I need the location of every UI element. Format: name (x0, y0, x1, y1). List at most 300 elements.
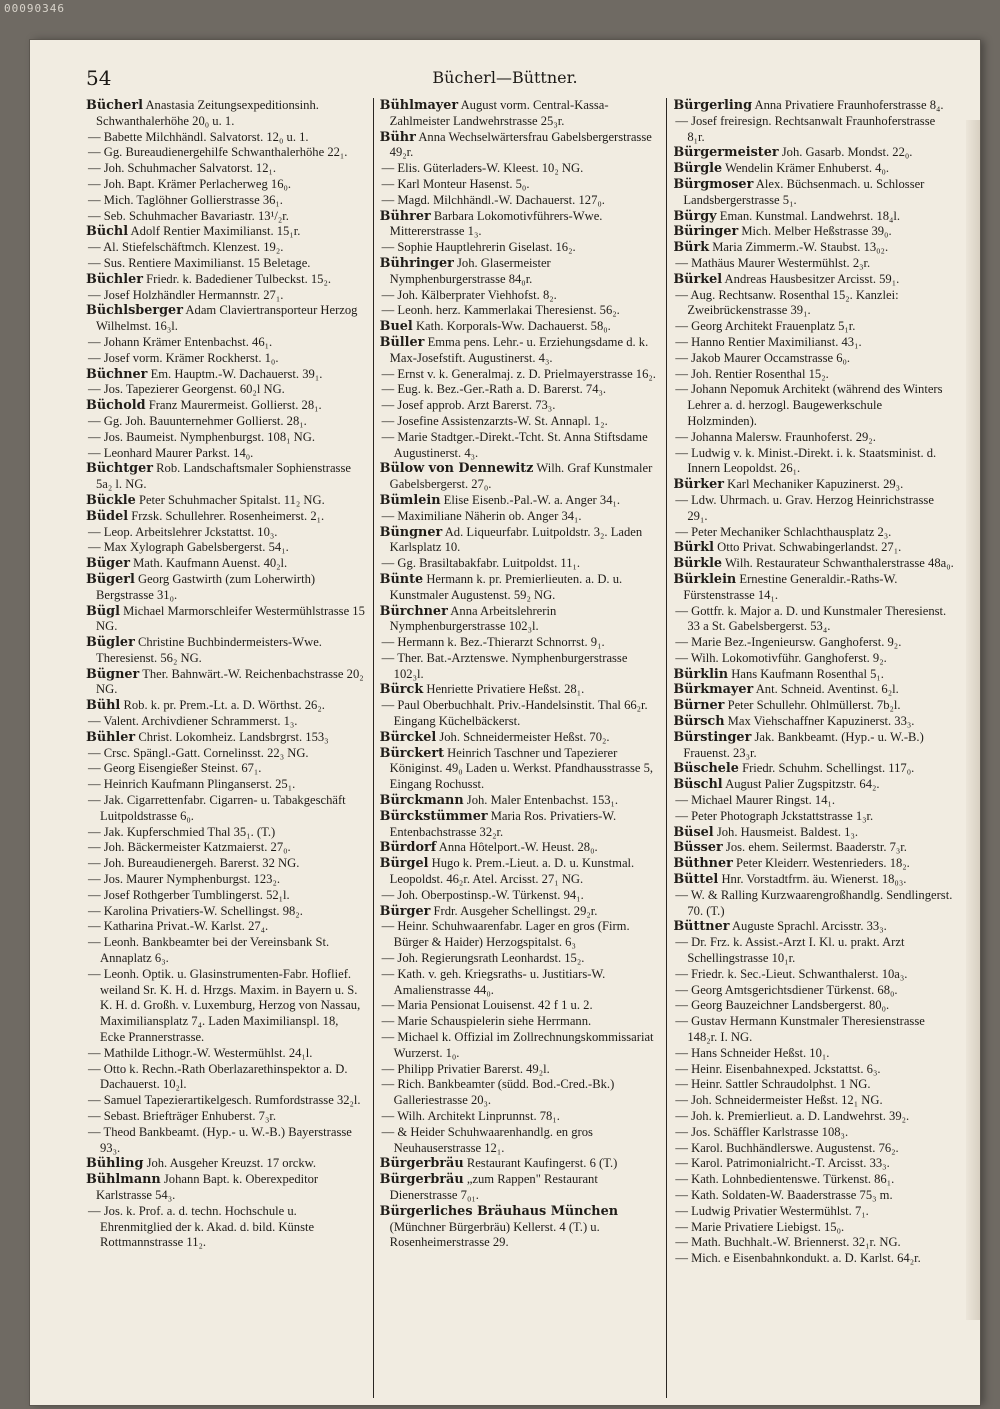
directory-entry (380, 967, 661, 999)
directory-entry (673, 793, 954, 809)
entry-text: Joh. Rentier Rosenthal 15₂. (691, 366, 829, 381)
entry-text: Marie Bez.-Ingenieursw. Ganghoferst. 9₂. (691, 635, 902, 650)
entry-text: Heinrich Kaufmann Plinganserst. 25₁. (103, 777, 296, 792)
directory-entry (380, 1077, 661, 1109)
entry-text: Jak. Bankbeamt. (Hyp.- u. W.-B.) Frauenst. 23₃r. (683, 729, 924, 760)
directory-entry (86, 272, 367, 288)
entry-text: Sebast. Briefträger Enhuberst. 7₃r. (103, 1109, 277, 1123)
directory-entry (380, 461, 661, 493)
entry-text: Kath. Soldaten-W. Baaderstrasse 75₃ m. (691, 1187, 893, 1202)
entry-surname: Bürchner (379, 603, 448, 619)
entry-surname: Bümlein (379, 492, 441, 508)
scan-id: 00090346 (4, 2, 65, 15)
directory-entry (380, 382, 661, 398)
page-header (30, 40, 980, 95)
entry-surname: Bürner (673, 698, 725, 714)
entry-text: Dr. Frz. k. Assist.-Arzt I. Kl. u. prakt. Arzt Schellingstrasse 10₁r. (687, 935, 905, 966)
entry-text: Wilh. Graf Kunstmaler Gabelsbergerst. 27₀. (389, 461, 653, 492)
entry-text: Ant. Schneid. Aventinst. 6₂l. (755, 682, 899, 697)
directory-entry (86, 145, 367, 161)
directory-columns (80, 98, 960, 1398)
directory-entry (86, 1062, 367, 1094)
entry-text: Em. Hauptm.-W. Dachauerst. 39₁. (150, 366, 323, 381)
directory-entry (380, 303, 661, 319)
entry-text: Friedr. k. Badediener Tulbeckst. 15₂. (146, 271, 332, 286)
entry-surname: Bürkle (673, 556, 723, 572)
directory-entry (380, 161, 661, 177)
directory-entry (86, 509, 367, 525)
directory-entry (86, 414, 367, 430)
directory-entry (380, 572, 661, 604)
entry-text: Karl Mechaniker Kapuzinerst. 29₃. (727, 477, 904, 492)
entry-surname: Bürgerling (673, 98, 753, 113)
entry-text: Jak. Kupferschmied Thal 35₁. (T.) (103, 824, 276, 839)
entry-surname: Bühling (86, 1156, 144, 1172)
entry-surname: Büsel (673, 824, 714, 840)
entry-surname: Bürker (673, 477, 724, 493)
entry-surname: Bürckmann (379, 793, 464, 809)
entry-text: Heinr. Schuhwaarenfabr. Lager en gros (Firm. Bürger & Haider) Herzogspitalst. 6₃ (393, 919, 630, 950)
entry-text: Joh. Schuhmacher Salvatorst. 12₁. (103, 161, 277, 176)
entry-surname: Büchler (86, 271, 143, 287)
directory-entry (380, 256, 661, 288)
directory-entry (86, 193, 367, 209)
directory-entry (86, 224, 367, 240)
entry-text: Hugo k. Prem.-Lieut. a. D. u. Kunstmal. Leopoldst. 46₂r. Atel. Arcisst. 27₁ NG. (389, 856, 635, 887)
entry-text: Joh. Kälberprater Viehhofst. 8₂. (397, 287, 557, 302)
directory-entry (673, 351, 954, 367)
directory-entry (673, 525, 954, 541)
directory-page (30, 40, 980, 1405)
entry-text: Georg Gastwirth (zum Loherwirth) Bergstrasse 31₀. (96, 571, 316, 602)
entry-text: Rich. Bankbeamter (südd. Bod.-Cred.-Bk.) Galleriestrasse 20₃. (393, 1077, 615, 1108)
directory-entry (673, 1188, 954, 1204)
directory-entry (673, 872, 954, 888)
entry-text: Maria Zimmerm.-W. Staubst. 13₀₂. (712, 240, 889, 255)
entry-surname: Büchner (86, 366, 148, 382)
entry-text: Friedr. k. Sec.-Lieut. Schwanthalerst. 10a₃. (691, 966, 908, 981)
entry-text: Maximiliane Näherin ob. Anger 34₁. (397, 508, 582, 523)
directory-entry (86, 872, 367, 888)
directory-entry (673, 825, 954, 841)
entry-text: Anna Hôtelport.-W. Heust. 28₀. (438, 840, 598, 855)
directory-entry (86, 919, 367, 935)
directory-entry (380, 888, 661, 904)
directory-entry (86, 161, 367, 177)
entry-text: Joh. Maler Entenbachst. 153₁. (466, 793, 619, 808)
entry-text: „zum Rappen" Restaurant Dienerstrasse 7₀₁. (389, 1172, 598, 1202)
directory-entry (86, 777, 367, 793)
entry-text: Elise Eisenb.-Pal.-W. a. Anger 34₁. (443, 492, 621, 507)
directory-entry (86, 303, 367, 335)
directory-entry (380, 856, 661, 888)
entry-text: Ther. Bahnwärt.-W. Reichenbachstrasse 20₂ NG. (96, 666, 364, 697)
entry-surname: Büsser (673, 840, 723, 856)
directory-entry (380, 335, 661, 367)
directory-entry (86, 1093, 367, 1109)
directory-entry (673, 1062, 954, 1078)
directory-entry (673, 114, 954, 146)
entry-text: Seb. Schuhmacher Bavariastr. 13¹/₂r. (103, 208, 289, 223)
entry-surname: Büttel (673, 872, 719, 888)
directory-entry (380, 1204, 661, 1251)
entry-text: Joh. k. Premierlieut. a. D. Landwehrst. 39₂. (691, 1109, 910, 1123)
directory-entry (86, 256, 367, 272)
entry-surname: Bürkmayer (673, 682, 754, 698)
directory-entry (673, 367, 954, 383)
directory-entry (673, 919, 954, 935)
directory-entry (86, 714, 367, 730)
entry-text: Josef Rothgerber Tumblingerst. 52₁l. (103, 887, 290, 902)
directory-entry (673, 209, 954, 225)
directory-entry (380, 635, 661, 651)
entry-text: Magd. Milchhändl.-W. Dachauerst. 127₀. (397, 192, 605, 207)
entry-surname: Bühlmann (86, 1172, 161, 1188)
entry-text: Adam Claviertransporteur Herzog Wilhelmst. 16₃l. (96, 303, 358, 334)
directory-entry (86, 1046, 367, 1062)
directory-entry (86, 904, 367, 920)
directory-entry (86, 398, 367, 414)
directory-entry (673, 1251, 954, 1267)
directory-entry (86, 335, 367, 351)
entry-text: Wilh. Lokomotivführ. Ganghoferst. 9₂. (690, 650, 887, 665)
entry-text: Johann Krämer Entenbachst. 46₁. (103, 334, 273, 349)
entry-surname: Bürckel (379, 729, 437, 745)
directory-entry (673, 856, 954, 872)
entry-text: Crsc. Spängl.-Gatt. Cornelinsst. 22₃ NG. (103, 745, 309, 760)
directory-entry (380, 525, 661, 557)
directory-entry (673, 840, 954, 856)
directory-entry (380, 651, 661, 683)
entry-surname: Bürckstümmer (379, 808, 488, 824)
entry-surname: Bügl (86, 603, 120, 619)
entry-text: Kath. Korporals-Ww. Dachauerst. 58₀. (415, 319, 611, 334)
entry-text: Hnr. Vorstadtfrm. äu. Wienerst. 18₀₃. (721, 872, 907, 887)
directory-entry (86, 840, 367, 856)
entry-surname: Bückle (86, 492, 136, 508)
entry-text: Jos. k. Prof. a. d. techn. Hochschule u. Ehrenmitglied der k. Akad. d. bild. Künste Rottmannstrasse 11₂. (100, 1203, 315, 1250)
entry-text: Hermann k. Bez.-Thierarzt Schnorrst. 9₁. (397, 635, 605, 650)
entry-text: Leonh. Bankbeamter bei der Vereinsbank St. Annaplatz 6₃. (100, 935, 330, 966)
directory-entry (86, 461, 367, 493)
entry-text: Heinrich Taschner und Tapezierer Königinst. 49₀ Laden u. Werkst. Pfandhausstrasse 5, Eingang Rochusst. (389, 745, 654, 792)
directory-entry (86, 793, 367, 825)
directory-entry (673, 1220, 954, 1236)
directory-entry (673, 1046, 954, 1062)
entry-surname: Bürger (379, 903, 431, 919)
directory-entry (86, 367, 367, 383)
entry-text: Rob. Landschaftsmaler Sophienstrasse 5a₂ l. NG. (96, 461, 351, 492)
directory-entry (673, 1204, 954, 1220)
entry-text: Gustav Hermann Kunstmaler Theresienstrasse 148₂r. I. NG. (687, 1014, 925, 1045)
directory-entry (86, 604, 367, 636)
entry-text: Georg Architekt Frauenplatz 5₁r. (691, 319, 856, 334)
entry-surname: Büschele (673, 761, 739, 777)
entry-text: Michael Marmorschleifer Westermühlstrasse 15 NG. (96, 603, 365, 634)
entry-text: W. & Ralling Kurzwaarengroßhandlg. Sendlingerst. 70. (T.) (687, 887, 953, 918)
entry-text: Peter Kleiderr. Westenrieders. 18₂. (736, 856, 910, 871)
entry-text: Franz Maurermeist. Gollierst. 28₁. (148, 398, 322, 413)
directory-entry (673, 698, 954, 714)
entry-surname: Bürk (673, 240, 710, 256)
entry-surname: Bühler (86, 729, 136, 745)
directory-entry (86, 730, 367, 746)
entry-surname: Bünte (379, 571, 424, 587)
entry-text: Kath. v. geh. Kriegsraths- u. Justitiars-W. Amalienstrasse 44₀. (393, 966, 606, 997)
entry-text: Heinr. Eisenbahnexped. Jckstattst. 6₃. (691, 1061, 881, 1076)
entry-text: Ernst v. k. Generalmaj. z. D. Prielmayerstrasse 16₂. (397, 366, 656, 381)
directory-entry (380, 240, 661, 256)
entry-text: Mich. Melber Heßstrasse 39₀. (741, 224, 892, 239)
entry-surname: Bürklein (673, 571, 737, 587)
entry-text: Josef Holzhändler Hermannstr. 27₁. (103, 287, 284, 302)
directory-entry (380, 1172, 661, 1204)
directory-entry (86, 856, 367, 872)
directory-entry (380, 398, 661, 414)
directory-entry (673, 161, 954, 177)
entry-text: Georg Eisengießer Steinst. 67₁. (103, 761, 262, 776)
entry-text: Hans Schneider Heßst. 10₁. (691, 1045, 830, 1060)
directory-entry (86, 130, 367, 146)
entry-text: Georg Bauzeichner Landsbergerst. 80₀. (691, 998, 890, 1013)
directory-entry (673, 446, 954, 478)
entry-text: Leonh. Optik. u. Glasinstrumenten-Fabr. Hoflief. weiland Sr. K. H. d. Hrzgs. Maxim. in Bayern u. S. K. H. d. Großh. v. Luxemburg, Herzog von Nassau, Maximiliansplatz 7₄. Laden Maximilianspl. 18, Ecke Prannerstrasse. (100, 966, 361, 1045)
entry-text: Johanna Malersw. Fraunhoferst. 29₂. (691, 429, 876, 444)
directory-entry (380, 288, 661, 304)
entry-text: Eman. Kunstmal. Landwehrst. 18₄l. (719, 208, 901, 223)
directory-entry (673, 382, 954, 429)
entry-text: Elis. Güterladers-W. Kleest. 10₂ NG. (397, 161, 584, 176)
directory-entry (86, 935, 367, 967)
entry-text: Auguste Sprachl. Arcisstr. 33₃. (731, 919, 887, 934)
entry-text: Frdr. Ausgeher Schellingst. 29₂r. (433, 903, 598, 918)
entry-text: Theod Bankbeamt. (Hyp.- u. W.-B.) Bayerstrasse 93₃. (100, 1124, 352, 1155)
entry-text: Joh. Ausgeher Kreuzst. 17 orckw. (146, 1156, 317, 1171)
entry-surname: Büger (86, 556, 130, 572)
entry-text: Restaurant Kaufingerst. 6 (T.) (466, 1156, 618, 1171)
directory-entry (86, 556, 367, 572)
entry-text: Adolf Rentier Maximilianst. 15₁r. (130, 224, 301, 239)
entry-text: Christ. Lokomheiz. Landsbrgrst. 153₃ (138, 729, 329, 744)
entry-text: Jakob Maurer Occamstrasse 6₀. (691, 350, 851, 365)
directory-entry (86, 572, 367, 604)
entry-text: Otto k. Rechn.-Rath Oberlazarethinspektor a. D. Dachauerst. 10₂l. (100, 1061, 348, 1092)
entry-text: Josef vorm. Krämer Rockherst. 1₀. (103, 350, 279, 365)
entry-text: Andreas Hausbesitzer Arcisst. 59₁. (724, 271, 900, 286)
directory-entry (86, 177, 367, 193)
entry-text: Joh. Bäckermeister Katzmaierst. 27₀. (103, 840, 291, 855)
directory-entry (380, 730, 661, 746)
entry-surname: Büchlsberger (86, 303, 183, 319)
entry-surname: Bühringer (379, 255, 454, 271)
entry-text: Peter Schullehr. Ohlmüllerst. 7b₂l. (727, 698, 901, 713)
entry-text: August vorm. Central-Kassa-Zahlmeister Landwehrstrasse 25₃r. (389, 98, 609, 128)
column-3 (667, 98, 960, 1398)
entry-surname: Büringer (673, 224, 739, 240)
entry-text: Sophie Hauptlehrerin Giselast. 16₂. (397, 240, 576, 255)
entry-surname: Büttner (673, 919, 730, 935)
entry-text: Emma pens. Lehr.- u. Erziehungsdame d. k. Max-Josefstift. Augustinerst. 4₃. (389, 334, 649, 365)
directory-entry (673, 1014, 954, 1046)
entry-surname: Bürgerliches Bräuhaus München (379, 1203, 619, 1219)
entry-text: Anastasia Zeitungsexpeditionsinh. Schwanthalerhöhe 20₀ u. 1. (96, 98, 319, 128)
directory-entry (380, 604, 661, 636)
directory-entry (380, 1125, 661, 1157)
directory-entry (86, 240, 367, 256)
directory-entry (86, 1172, 367, 1204)
directory-entry (673, 667, 954, 683)
entry-surname: Bürkl (673, 540, 714, 556)
entry-text: Gg. Joh. Bauunternehmer Gollierst. 28₁. (103, 413, 307, 428)
directory-entry (673, 777, 954, 793)
entry-text: Mich. e Eisenbahnkondukt. a. D. Karlst. 64₂r. (691, 1251, 921, 1266)
directory-entry (673, 177, 954, 209)
directory-entry (86, 209, 367, 225)
entry-text: Anna Wechselwärtersfrau Gabelsbergerstrasse 49₂r. (389, 129, 652, 160)
running-head: Bücherl—Büttner. (432, 68, 578, 87)
entry-text: Hermann k. pr. Premierlieuten. a. D. u. Kunstmaler Augustenst. 59₂ NG. (389, 571, 623, 602)
directory-entry (673, 635, 954, 651)
directory-entry (86, 888, 367, 904)
entry-surname: Bürklin (673, 666, 729, 682)
directory-entry (86, 746, 367, 762)
directory-entry (673, 1156, 954, 1172)
entry-surname: Bürck (379, 682, 424, 698)
entry-surname: Bürgy (673, 208, 717, 224)
page-edge-shadow (966, 120, 980, 1320)
directory-entry (673, 556, 954, 572)
directory-entry (673, 967, 954, 983)
entry-text: (Münchner Bürgerbräu) Kellerst. 4 (T.) u. Rosenheimerstrasse 29. (389, 1219, 600, 1250)
directory-entry (86, 698, 367, 714)
entry-text: Max Xylograph Gabelsbergerst. 54₁. (103, 540, 289, 555)
entry-surname: Büchold (86, 398, 146, 414)
directory-entry (380, 209, 661, 241)
entry-text: Ernestine Generaldir.-Raths-W. Fürstenstrasse 14₁. (683, 571, 898, 602)
directory-entry (673, 256, 954, 272)
entry-text: Ther. Bat.-Arztenswe. Nymphenburgerstrasse 102₃l. (393, 650, 628, 681)
directory-entry (673, 1109, 954, 1125)
entry-surname: Bülow von Dennewitz (379, 461, 534, 477)
entry-surname: Büller (379, 334, 425, 350)
entry-text: Joh. Oberpostinsp.-W. Türkenst. 94₁. (397, 887, 584, 902)
directory-entry (86, 761, 367, 777)
directory-entry (673, 319, 954, 335)
directory-entry (380, 98, 661, 130)
entry-text: Ldw. Uhrmach. u. Grav. Herzog Heinrichstrasse 29₁. (687, 492, 934, 523)
directory-entry (673, 240, 954, 256)
directory-entry (86, 540, 367, 556)
entry-text: Math. Kaufmann Auenst. 40₂l. (133, 556, 288, 571)
entry-surname: Büschl (673, 777, 723, 793)
directory-entry (673, 983, 954, 999)
directory-entry (86, 98, 367, 130)
directory-entry (380, 193, 661, 209)
entry-surname: Bürckert (379, 745, 444, 761)
directory-entry (86, 493, 367, 509)
directory-entry (673, 1125, 954, 1141)
entry-text: August Palier Zugspitzstr. 64₂. (725, 777, 880, 792)
entry-text: & Heider Schuhwaarenhandlg. en gros Neuhauserstrasse 12₁. (393, 1124, 593, 1155)
page-number: 54 (86, 66, 112, 90)
entry-surname: Buel (379, 319, 413, 335)
entry-surname: Bührer (379, 208, 431, 224)
directory-entry (673, 224, 954, 240)
entry-text: Alex. Büchsenmach. u. Schlosser Landsbergerstrasse 5₁. (683, 176, 925, 207)
entry-text: Hans Kaufmann Rosenthal 5₁. (731, 666, 884, 681)
entry-text: Hanno Rentier Maximilianst. 43₁. (691, 334, 862, 349)
directory-entry (380, 509, 661, 525)
entry-text: Wendelin Krämer Enhuberst. 4₀. (725, 161, 889, 176)
column-1 (80, 98, 374, 1398)
entry-text: Jos. Tapezierer Georgenst. 60₂l NG. (103, 382, 285, 397)
entry-text: Mathilde Lithogr.-W. Westermühlst. 24₁l. (103, 1045, 313, 1060)
entry-text: Max Viehschaffner Kapuzinerst. 33₃. (727, 714, 915, 729)
entry-text: Sus. Rentiere Maximilianst. 15 Beletage. (103, 255, 311, 270)
directory-entry (380, 556, 661, 572)
directory-entry (380, 904, 661, 920)
entry-text: Friedr. Schuhm. Schellingst. 117₀. (742, 761, 915, 776)
entry-text: Johann Nepomuk Architekt (während des Winters Lehrer a. d. herzogl. Baugewerkschule Holzminden). (687, 382, 943, 428)
directory-entry (380, 177, 661, 193)
directory-entry (86, 382, 367, 398)
entry-text: Gottfr. k. Major a. D. und Kunstmaler Theresienst. 33 a St. Gabelsbergerst. 53₄. (687, 603, 947, 634)
entry-text: Marie Schauspielerin siehe Herrmann. (397, 1014, 592, 1029)
directory-entry (673, 1093, 954, 1109)
directory-entry (673, 604, 954, 636)
directory-entry (673, 888, 954, 920)
entry-surname: Bügerl (86, 571, 135, 587)
entry-surname: Büngner (379, 524, 443, 540)
entry-surname: Bücherl (86, 98, 143, 113)
entry-text: Katharina Privat.-W. Karlst. 27₄. (103, 919, 269, 934)
entry-text: Samuel Tapezierartikelgesch. Rumfordstrasse 32₂l. (103, 1093, 361, 1108)
entry-text: Johann Bapt. k. Oberexpeditor Karlstrasse 54₃. (96, 1172, 319, 1202)
entry-text: Paul Oberbuchhalt. Priv.-Handelsinstit. Thal 66₂r. Eingang Küchelbäckerst. (393, 698, 648, 729)
entry-text: Gg. Brasiltabakfabr. Luitpoldst. 11₁. (397, 556, 581, 571)
entry-text: Karolina Privatiers-W. Schellingst. 98₂. (103, 903, 303, 918)
entry-text: Aug. Rechtsanw. Rosenthal 15₂. Kanzlei: Zweibrückenstrasse 39₁. (687, 287, 899, 318)
entry-surname: Büchl (86, 224, 129, 240)
directory-entry (86, 446, 367, 462)
directory-entry (673, 761, 954, 777)
entry-surname: Büthner (673, 856, 733, 872)
directory-entry (380, 682, 661, 698)
entry-text: Wilh. Architekt Linprunnst. 78₁. (397, 1109, 560, 1123)
entry-text: Jos. Maurer Nymphenburgst. 123₂. (103, 872, 281, 887)
entry-text: Mich. Taglöhner Gollierstrasse 36₁. (103, 192, 283, 207)
entry-text: Peter Photograph Jckstattstrasse 1₃r. (691, 808, 874, 823)
directory-entry (86, 525, 367, 541)
entry-text: Joh. Schneidermeister Heßst. 12₁ NG. (691, 1093, 883, 1108)
entry-text: Karol. Buchhändlerswe. Augustenst. 76₂. (691, 1140, 899, 1155)
entry-text: Ludwig v. k. Minist.-Direkt. i. k. Staatsminist. d. Innern Leopoldst. 26₁. (687, 445, 937, 476)
directory-entry (380, 1156, 661, 1172)
directory-entry (86, 288, 367, 304)
directory-entry (673, 1172, 954, 1188)
directory-entry (673, 651, 954, 667)
directory-entry (380, 1014, 661, 1030)
directory-entry (380, 698, 661, 730)
directory-entry (673, 714, 954, 730)
directory-entry (380, 130, 661, 162)
entry-text: Otto Privat. Schwabingerlandst. 27₁. (717, 540, 902, 555)
directory-entry (673, 477, 954, 493)
entry-text: Peter Schuhmacher Spitalst. 11₂ NG. (138, 492, 325, 507)
entry-text: Valent. Archivdiener Schrammerst. 1₃. (103, 714, 298, 729)
directory-entry (673, 272, 954, 288)
entry-surname: Bürkel (673, 271, 723, 287)
